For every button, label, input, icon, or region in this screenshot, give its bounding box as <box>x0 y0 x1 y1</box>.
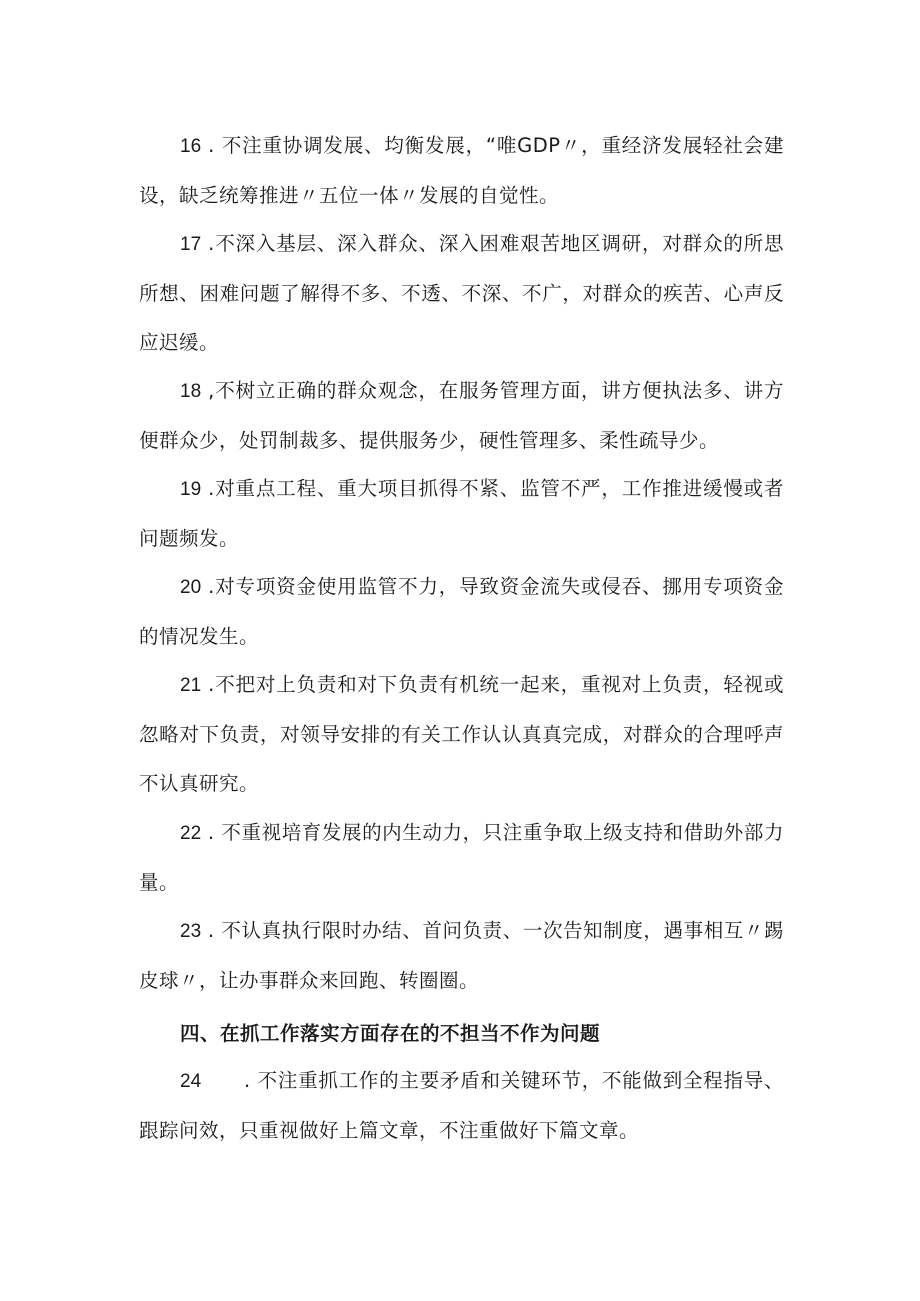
list-item-19 <box>139 464 784 563</box>
list-item-22 <box>139 808 784 907</box>
section-heading: 四、在抓工作落实方面存在的不担当不作为问题 <box>180 1022 601 1045</box>
list-item-17 <box>139 219 784 367</box>
list-item-21 <box>139 660 784 808</box>
item-number: 22 <box>180 823 202 844</box>
item-text: . 不认真执行限时办结、首问负责、一次告知制度，遇事相互〃踢皮球〃，让办事群众来回跑、转圈圈。 <box>139 919 784 992</box>
item-text: .对重点工程、重大项目抓得不紧、监管不严，工作推进缓慢或者问题频发。 <box>139 477 784 550</box>
item-number: 23 <box>180 921 202 942</box>
list-item-23 <box>139 906 784 1005</box>
item-number: 16 <box>180 136 202 157</box>
item-number: 17 <box>180 234 202 255</box>
item-text: .对专项资金使用监管不力，导致资金流失或侵吞、挪用专项资金的情况发生。 <box>139 575 784 648</box>
item-number: 21 <box>180 675 202 696</box>
item-text: ,不树立正确的群众观念，在服务管理方面，讲方便执法多、讲方便群众少，处罚制裁多、提供服务少，硬性管理多、柔性疏导少。 <box>139 379 784 452</box>
list-item-18 <box>139 366 784 465</box>
item-text: .不把对上负责和对下负责有机统一起来，重视对上负责，轻视或忽略对下负责，对领导安排的有关工作认认真真完成，对群众的合理呼声不认真研究。 <box>139 673 784 795</box>
item-number: 18 <box>180 381 202 402</box>
list-item-20 <box>139 562 784 661</box>
item-text: . 不注重抓工作的主要矛盾和关键环节，不能做到全程指导、跟踪问效，只重视做好上篇文章，不注重做好下篇文章。 <box>139 1069 784 1142</box>
item-text: . 不注重协调发展、均衡发展，“唯GDP〃，重经济发展轻社会建设，缺乏统筹推进〃五位一体〃发展的自觉性。 <box>139 134 784 207</box>
list-item-24 <box>139 1056 784 1155</box>
item-number: 24 <box>180 1071 202 1092</box>
item-text: . 不重视培育发展的内生动力，只注重争取上级支持和借助外部力量。 <box>139 821 784 894</box>
list-item-16 <box>139 121 784 220</box>
item-number: 19 <box>180 479 202 500</box>
item-number: 20 <box>180 577 202 598</box>
item-text: .不深入基层、深入群众、深入困难艰苦地区调研，对群众的所思所想、困难问题了解得不多、不透、不深、不广，对群众的疾苦、心声反应迟缓。 <box>139 232 784 354</box>
